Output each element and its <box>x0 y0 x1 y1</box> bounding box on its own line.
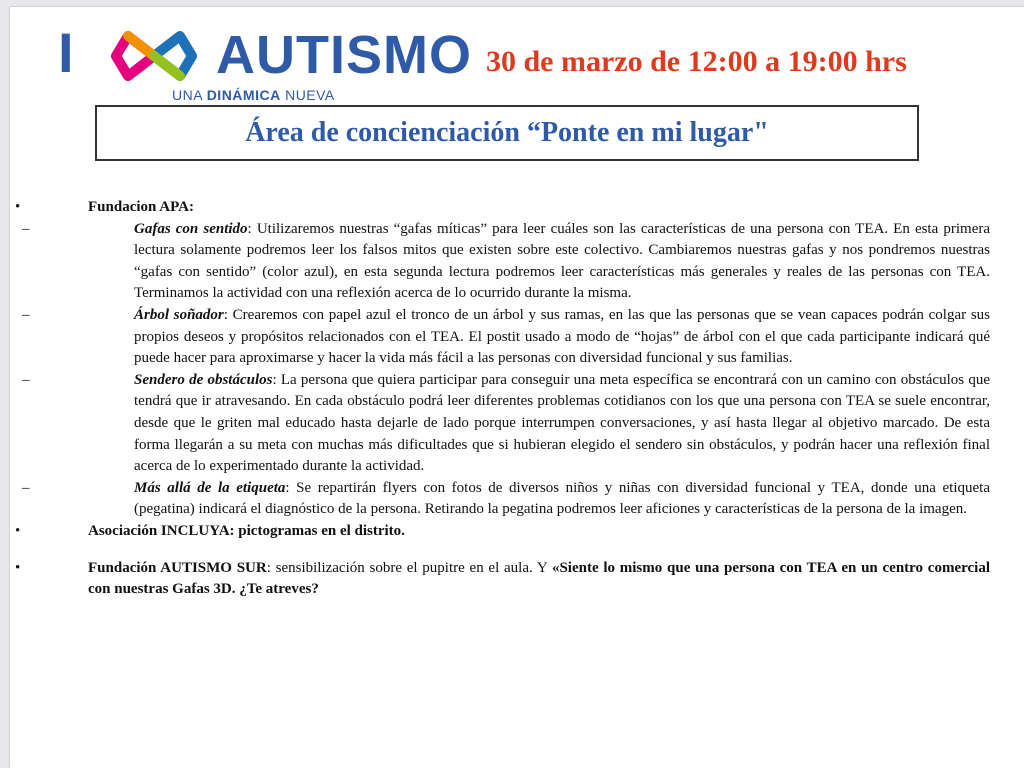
bullet-icon: • <box>15 199 21 215</box>
dash-icon: – <box>22 220 30 237</box>
item-title: Asociación INCLUYA: pictogramas en el distrito. <box>88 522 405 539</box>
item-title: Fundacion APA: <box>88 199 194 215</box>
sub-item-sendero <box>10 370 1024 478</box>
item-highlight: «Siente lo mismo que una persona con TEA en un centro comercial con nuestras Gafas 3D. ¿Te atreves? <box>88 559 990 598</box>
sub-item-etiqueta <box>10 478 1024 521</box>
sub-item-text: : Se repartirán flyers con fotos de diversos niños y niñas con diversidad funcional y TEA, donde una etiqueta (pegatina) indicará el diagnóstico de la persona. Retirando la pegatina podremos leer aficiones y características de la persona de la imagen. <box>134 479 991 518</box>
list-item-apa <box>10 197 1024 219</box>
sub-item-gafas <box>10 219 1024 305</box>
list-item-sur <box>10 558 1024 601</box>
dash-icon: – <box>22 306 30 323</box>
sub-item-title: Gafas con sentido <box>134 220 248 237</box>
bullet-icon: • <box>15 522 21 539</box>
item-title: Fundación AUTISMO SUR <box>88 559 267 576</box>
sub-item-title: Sendero de obstáculos <box>134 371 273 388</box>
logo-tagline: UNA DINÁMICA NUEVA <box>172 87 335 103</box>
bullet-icon: • <box>15 559 21 576</box>
logo-letter: I <box>58 21 74 84</box>
event-date: 30 de marzo de 12:00 a 19:00 hrs <box>486 45 907 78</box>
sub-item-arbol <box>10 305 1024 370</box>
dash-icon: – <box>22 479 30 496</box>
page-title: Área de concienciación “Ponte en mi lugar" <box>245 117 769 148</box>
activities-list <box>10 197 1024 601</box>
sub-item-text: : Utilizaremos nuestras “gafas míticas” para leer cuáles son las características de una persona con TEA. En esta primera lectura solamente podremos leer los falsos mitos que existen sobre este colectivo. Cambiaremos nuestras gafas y nos pondremos nuestras “gafas con sentido” (color azul), en esta segunda lectura podremos leer características más generales y reales de las personas con TEA. Terminamos la actividad con una reflexión acerca de lo ocurrido durante la misma. <box>134 220 991 302</box>
dash-icon: – <box>22 371 30 388</box>
item-text: : sensibilización sobre el pupitre en el aula. Y <box>266 559 552 576</box>
sub-item-text: : Crearemos con papel azul el tronco de un árbol y sus ramas, en las que las personas que se vean capaces podrán colgar sus propios deseos y propósitos relacionados con el TEA. El postit usado a modo de “hojas” de árbol con el que cada participante indicará qué puede hacer para aproximarse y hacer la vida más fácil a las personas con diversidad funcional y sus familias. <box>134 306 990 367</box>
logo-wordmark: AUTISMO <box>216 25 472 85</box>
document-page <box>10 7 1024 768</box>
title-box <box>95 105 919 161</box>
infinity-logo-icon <box>98 29 210 83</box>
sub-item-title: Árbol soñador <box>134 306 224 323</box>
sub-item-title: Más allá de la etiqueta <box>134 479 286 496</box>
list-item-incluya <box>10 521 1024 543</box>
sub-item-text: : La persona que quiera participar para conseguir una meta específica se encontrará con un camino con obstáculos que tendrá que ir atravesando. En cada obstáculo podrá leer diferentes problemas cotidianos con los que una persona con TEA se suele encontrar, desde que le griten mal educado hasta dejarle de lado porque interrumpen conversaciones, y así hasta llegar al objetivo marcado. De esta forma llegarán a su meta con muchas más dificultades que si hubieran elegido el sendero sin obstáculos, y podrán hacer una reflexión final acerca de lo experimentado durante la actividad. <box>134 371 990 475</box>
